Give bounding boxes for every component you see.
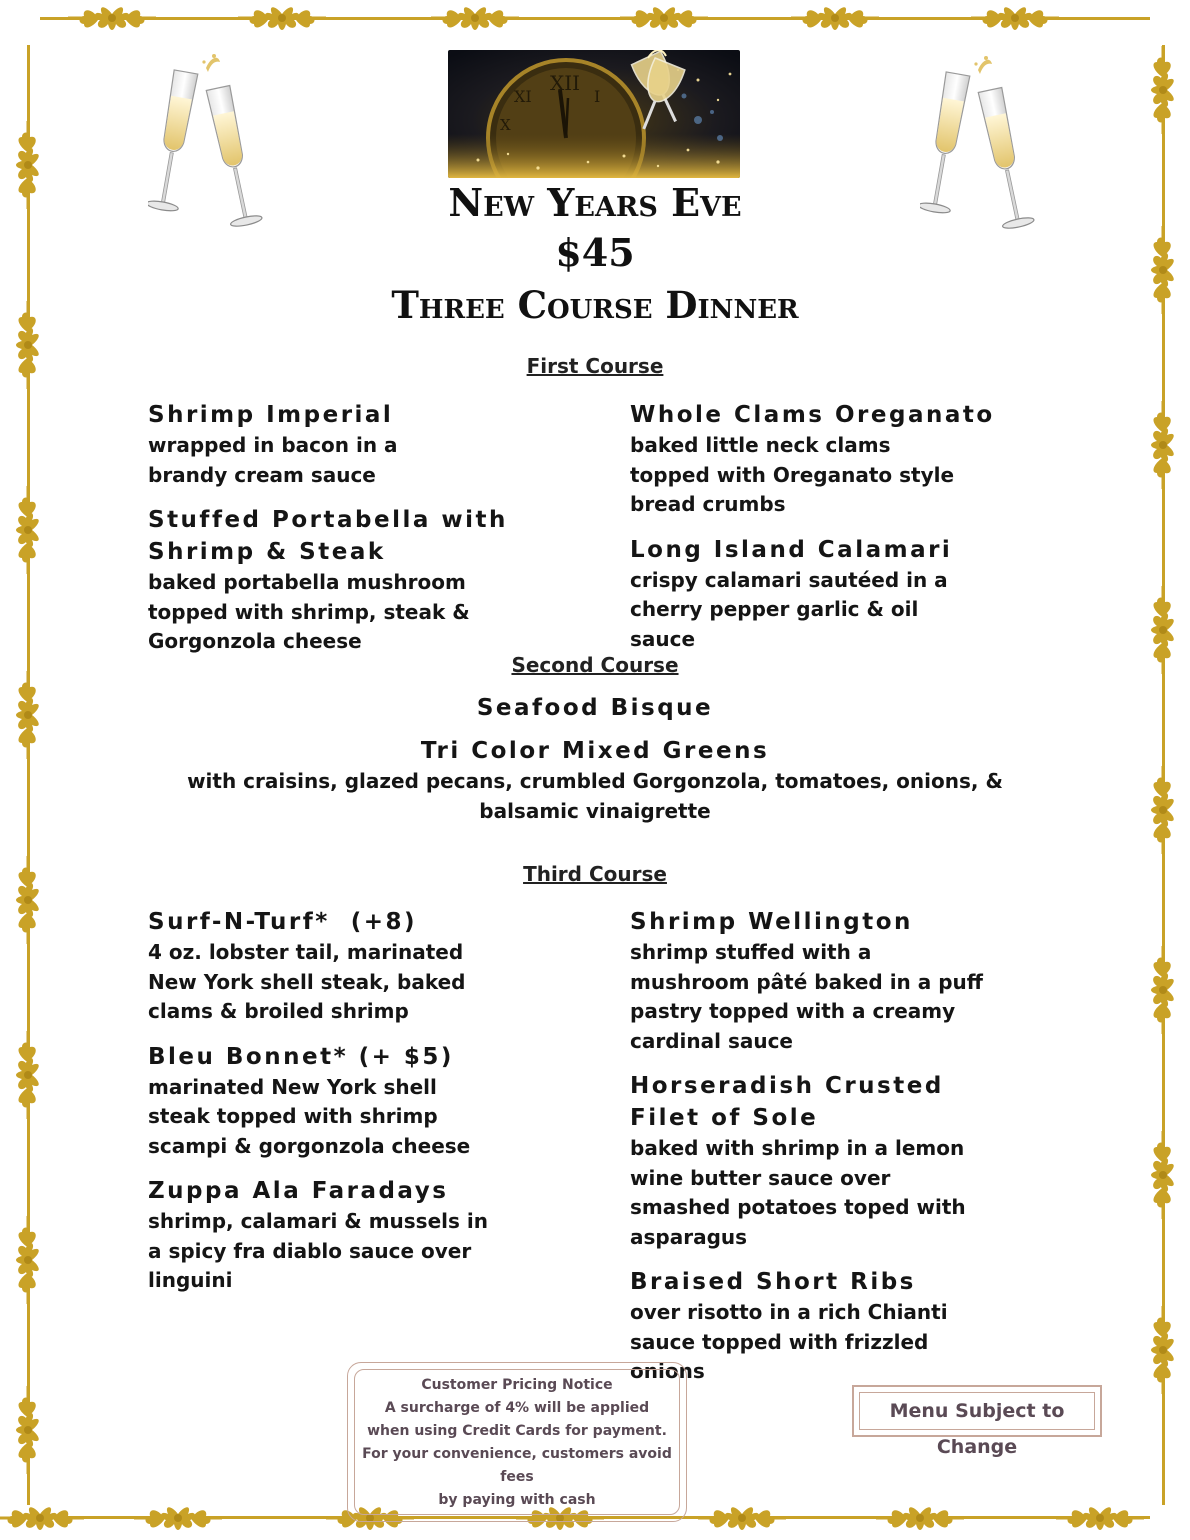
menu-item-name: Stuffed Portabella with Shrimp & Steak	[148, 507, 508, 565]
menu-item	[630, 1070, 1050, 1252]
notice-content	[354, 1369, 680, 1515]
svg-text:I: I	[594, 87, 601, 106]
notice-line: when using Credit Cards for payment.	[367, 1423, 667, 1439]
event-title: New Years Eve	[448, 180, 742, 225]
menu-item-name: Braised Short Ribs	[630, 1269, 916, 1295]
clock-champagne-image	[448, 50, 740, 178]
seafood-bisque-name: Seafood Bisque	[476, 695, 714, 721]
menu-item-description: baked with shrimp in a lemon wine butter sauce over smashed potatoes toped with asparagus	[630, 1136, 966, 1249]
menu-item-description: wrapped in bacon in a brandy cream sauce	[148, 433, 398, 487]
menu-item-name: Zuppa Ala Faradays	[148, 1178, 449, 1204]
svg-text:X: X	[500, 116, 511, 134]
menu-item-description: 4 oz. lobster tail, marinated New York shell steak, baked clams & broiled shrimp	[148, 940, 466, 1023]
first-course-left-column	[148, 399, 568, 671]
menu-item	[630, 534, 1050, 655]
menu-item-name: Shrimp Wellington	[630, 909, 913, 935]
menu-item-description: crispy calamari sautéed in a cherry pepper garlic & oil sauce	[630, 567, 948, 651]
menu-item	[630, 399, 1050, 520]
third-course-left-column	[148, 906, 568, 1310]
menu-item	[148, 504, 568, 657]
first-course-right-column	[630, 399, 1050, 668]
notice-title: Customer Pricing Notice	[421, 1377, 613, 1393]
menu-item-name: Long Island Calamari	[630, 536, 953, 563]
menu-item-description: shrimp stuffed with a mushroom pâté baked in a puff pastry topped with a creamy cardinal sauce	[630, 940, 983, 1053]
menu-item-description: marinated New York shell steak topped with shrimp scampi & gorgonzola cheese	[148, 1074, 471, 1158]
svg-text:XI: XI	[514, 87, 532, 106]
menu-item-name: Horseradish Crusted Filet of Sole	[630, 1073, 965, 1131]
menu-item	[148, 1175, 568, 1296]
notice-line: A surcharge of 4% will be applied	[384, 1400, 650, 1416]
menu-item	[630, 906, 1050, 1056]
dinner-subtitle: Three Course Dinner	[391, 283, 799, 327]
third-course-right-column	[630, 906, 1050, 1401]
third-course-heading: Third Course	[523, 862, 667, 886]
first-course-heading: First Course	[526, 354, 664, 378]
menu-item	[148, 906, 568, 1027]
notice-line: For your convenience, customers avoid fees	[362, 1446, 672, 1485]
menu-item-description: over risotto in a rich Chianti sauce topped with frizzled onions	[630, 1300, 948, 1383]
mixed-greens-description: with craisins, glazed pecans, crumbled Gorgonzola, tomatoes, onions, & balsamic vinaigrette	[187, 769, 1003, 823]
menu-item-description: shrimp, calamari & mussels in a spicy fra diablo sauce over linguini	[148, 1209, 488, 1292]
second-course-heading: Second Course	[511, 653, 679, 677]
menu-item	[630, 1266, 1050, 1387]
menu-item-name: Shrimp Imperial	[148, 402, 394, 428]
menu-item-name: Whole Clams Oreganato	[630, 402, 995, 428]
menu-item-description: baked portabella mushroom topped with shrimp, steak & Gorgonzola cheese	[148, 570, 470, 653]
menu-subject-to-change-label: Menu Subject to Change	[859, 1392, 1095, 1430]
price: $45	[555, 230, 635, 275]
menu-item-description: baked little neck clams topped with Oreganato style bread crumbs	[630, 433, 955, 516]
menu-item	[148, 399, 568, 490]
menu-subject-to-change-box	[852, 1385, 1102, 1458]
mixed-greens-name: Tri Color Mixed Greens	[420, 738, 770, 764]
svg-text:XII: XII	[550, 71, 581, 95]
menu-item-name: Bleu Bonnet* (+ $5)	[148, 1043, 454, 1070]
menu-item-name: Surf-N-Turf* (+8)	[148, 909, 418, 935]
notice-line: by paying with cash	[438, 1492, 596, 1508]
menu-item	[148, 1041, 568, 1162]
customer-pricing-notice	[347, 1362, 687, 1522]
